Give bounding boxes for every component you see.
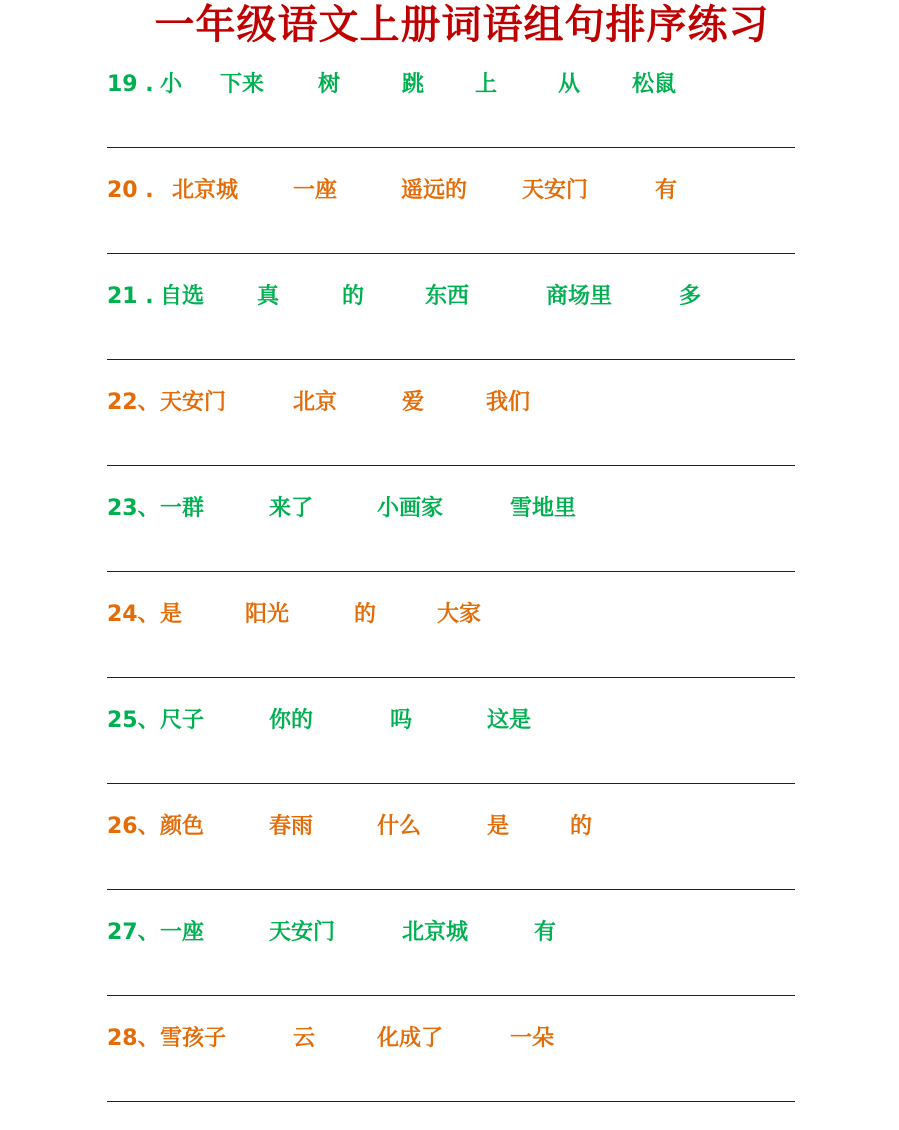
word-chip: 颜色 [160, 814, 205, 839]
answer-line [107, 571, 795, 572]
word-chip: 化成了 [377, 1026, 444, 1051]
word-chip: 真 [257, 284, 280, 309]
exercise-number: 24、 [107, 602, 160, 627]
word-chip: 从 [558, 72, 581, 97]
word-chip: 小画家 [377, 496, 444, 521]
exercise-item [107, 918, 795, 1024]
answer-line [107, 995, 795, 996]
word-chip: 的 [354, 602, 377, 627]
exercise-number: 25、 [107, 708, 160, 733]
word-chip: 雪孩子 [160, 1026, 227, 1051]
exercise-item [107, 600, 795, 706]
exercise-number: 27、 [107, 920, 160, 945]
word-chip: 这是 [487, 708, 532, 733]
exercise-number: 22、 [107, 390, 160, 415]
word-chip: 的 [342, 284, 365, 309]
word-chip: 北京城 [172, 178, 239, 203]
exercise-item [107, 706, 795, 812]
word-chip: 遥远的 [401, 178, 468, 203]
exercise-item [107, 812, 795, 918]
word-chip: 商场里 [546, 284, 613, 309]
word-chip: 是 [487, 814, 510, 839]
answer-line [107, 147, 795, 148]
exercise-item [107, 388, 795, 494]
word-chip: 下来 [220, 72, 265, 97]
word-chip: 的 [570, 814, 593, 839]
word-chip: 尺子 [160, 708, 205, 733]
word-chip: 来了 [269, 496, 314, 521]
word-chip: 一朵 [510, 1026, 555, 1051]
exercise-number: 26、 [107, 814, 160, 839]
word-chip: 东西 [425, 284, 470, 309]
word-chip: 北京 [293, 390, 338, 415]
word-chip: 有 [534, 920, 557, 945]
word-chip: 雪地里 [510, 496, 577, 521]
word-chip: 有 [655, 178, 678, 203]
answer-line [107, 465, 795, 466]
word-chip: 小 [160, 72, 183, 97]
word-chip: 云 [293, 1026, 316, 1051]
word-chip: 上 [475, 72, 498, 97]
word-chip: 天安门 [522, 178, 589, 203]
answer-line [107, 889, 795, 890]
exercise-item [107, 70, 795, 176]
word-chip: 爱 [402, 390, 425, 415]
answer-line [107, 253, 795, 254]
word-chip: 吗 [390, 708, 413, 733]
word-chip: 我们 [486, 390, 531, 415]
exercise-number: 28、 [107, 1026, 160, 1051]
word-chip: 自选 [160, 284, 205, 309]
word-chip: 一座 [160, 920, 205, 945]
word-chip: 阳光 [245, 602, 290, 627]
exercise-item [107, 176, 795, 282]
word-chip: 大家 [437, 602, 482, 627]
answer-line [107, 359, 795, 360]
word-chip: 什么 [377, 814, 422, 839]
word-chip: 春雨 [269, 814, 314, 839]
word-chip: 北京城 [402, 920, 469, 945]
word-chip: 一座 [293, 178, 338, 203]
word-chip: 你的 [269, 708, 314, 733]
exercise-number: 21 . [107, 284, 154, 309]
exercise-item [107, 494, 795, 600]
word-chip: 天安门 [269, 920, 336, 945]
word-chip: 是 [160, 602, 183, 627]
word-chip: 天安门 [160, 390, 227, 415]
exercise-number: 20 . [107, 178, 154, 203]
exercise-number: 23、 [107, 496, 160, 521]
word-chip: 跳 [402, 72, 425, 97]
answer-line [107, 677, 795, 678]
answer-line [107, 1101, 795, 1102]
word-chip: 多 [679, 284, 702, 309]
word-chip: 松鼠 [632, 72, 677, 97]
word-chip: 树 [318, 72, 341, 97]
exercise-item [107, 1024, 795, 1130]
page-title: 一年级语文上册词语组句排序练习 [154, 2, 770, 48]
word-chip: 一群 [160, 496, 205, 521]
answer-line [107, 783, 795, 784]
exercise-item [107, 282, 795, 388]
exercise-number: 19 . [107, 72, 154, 97]
